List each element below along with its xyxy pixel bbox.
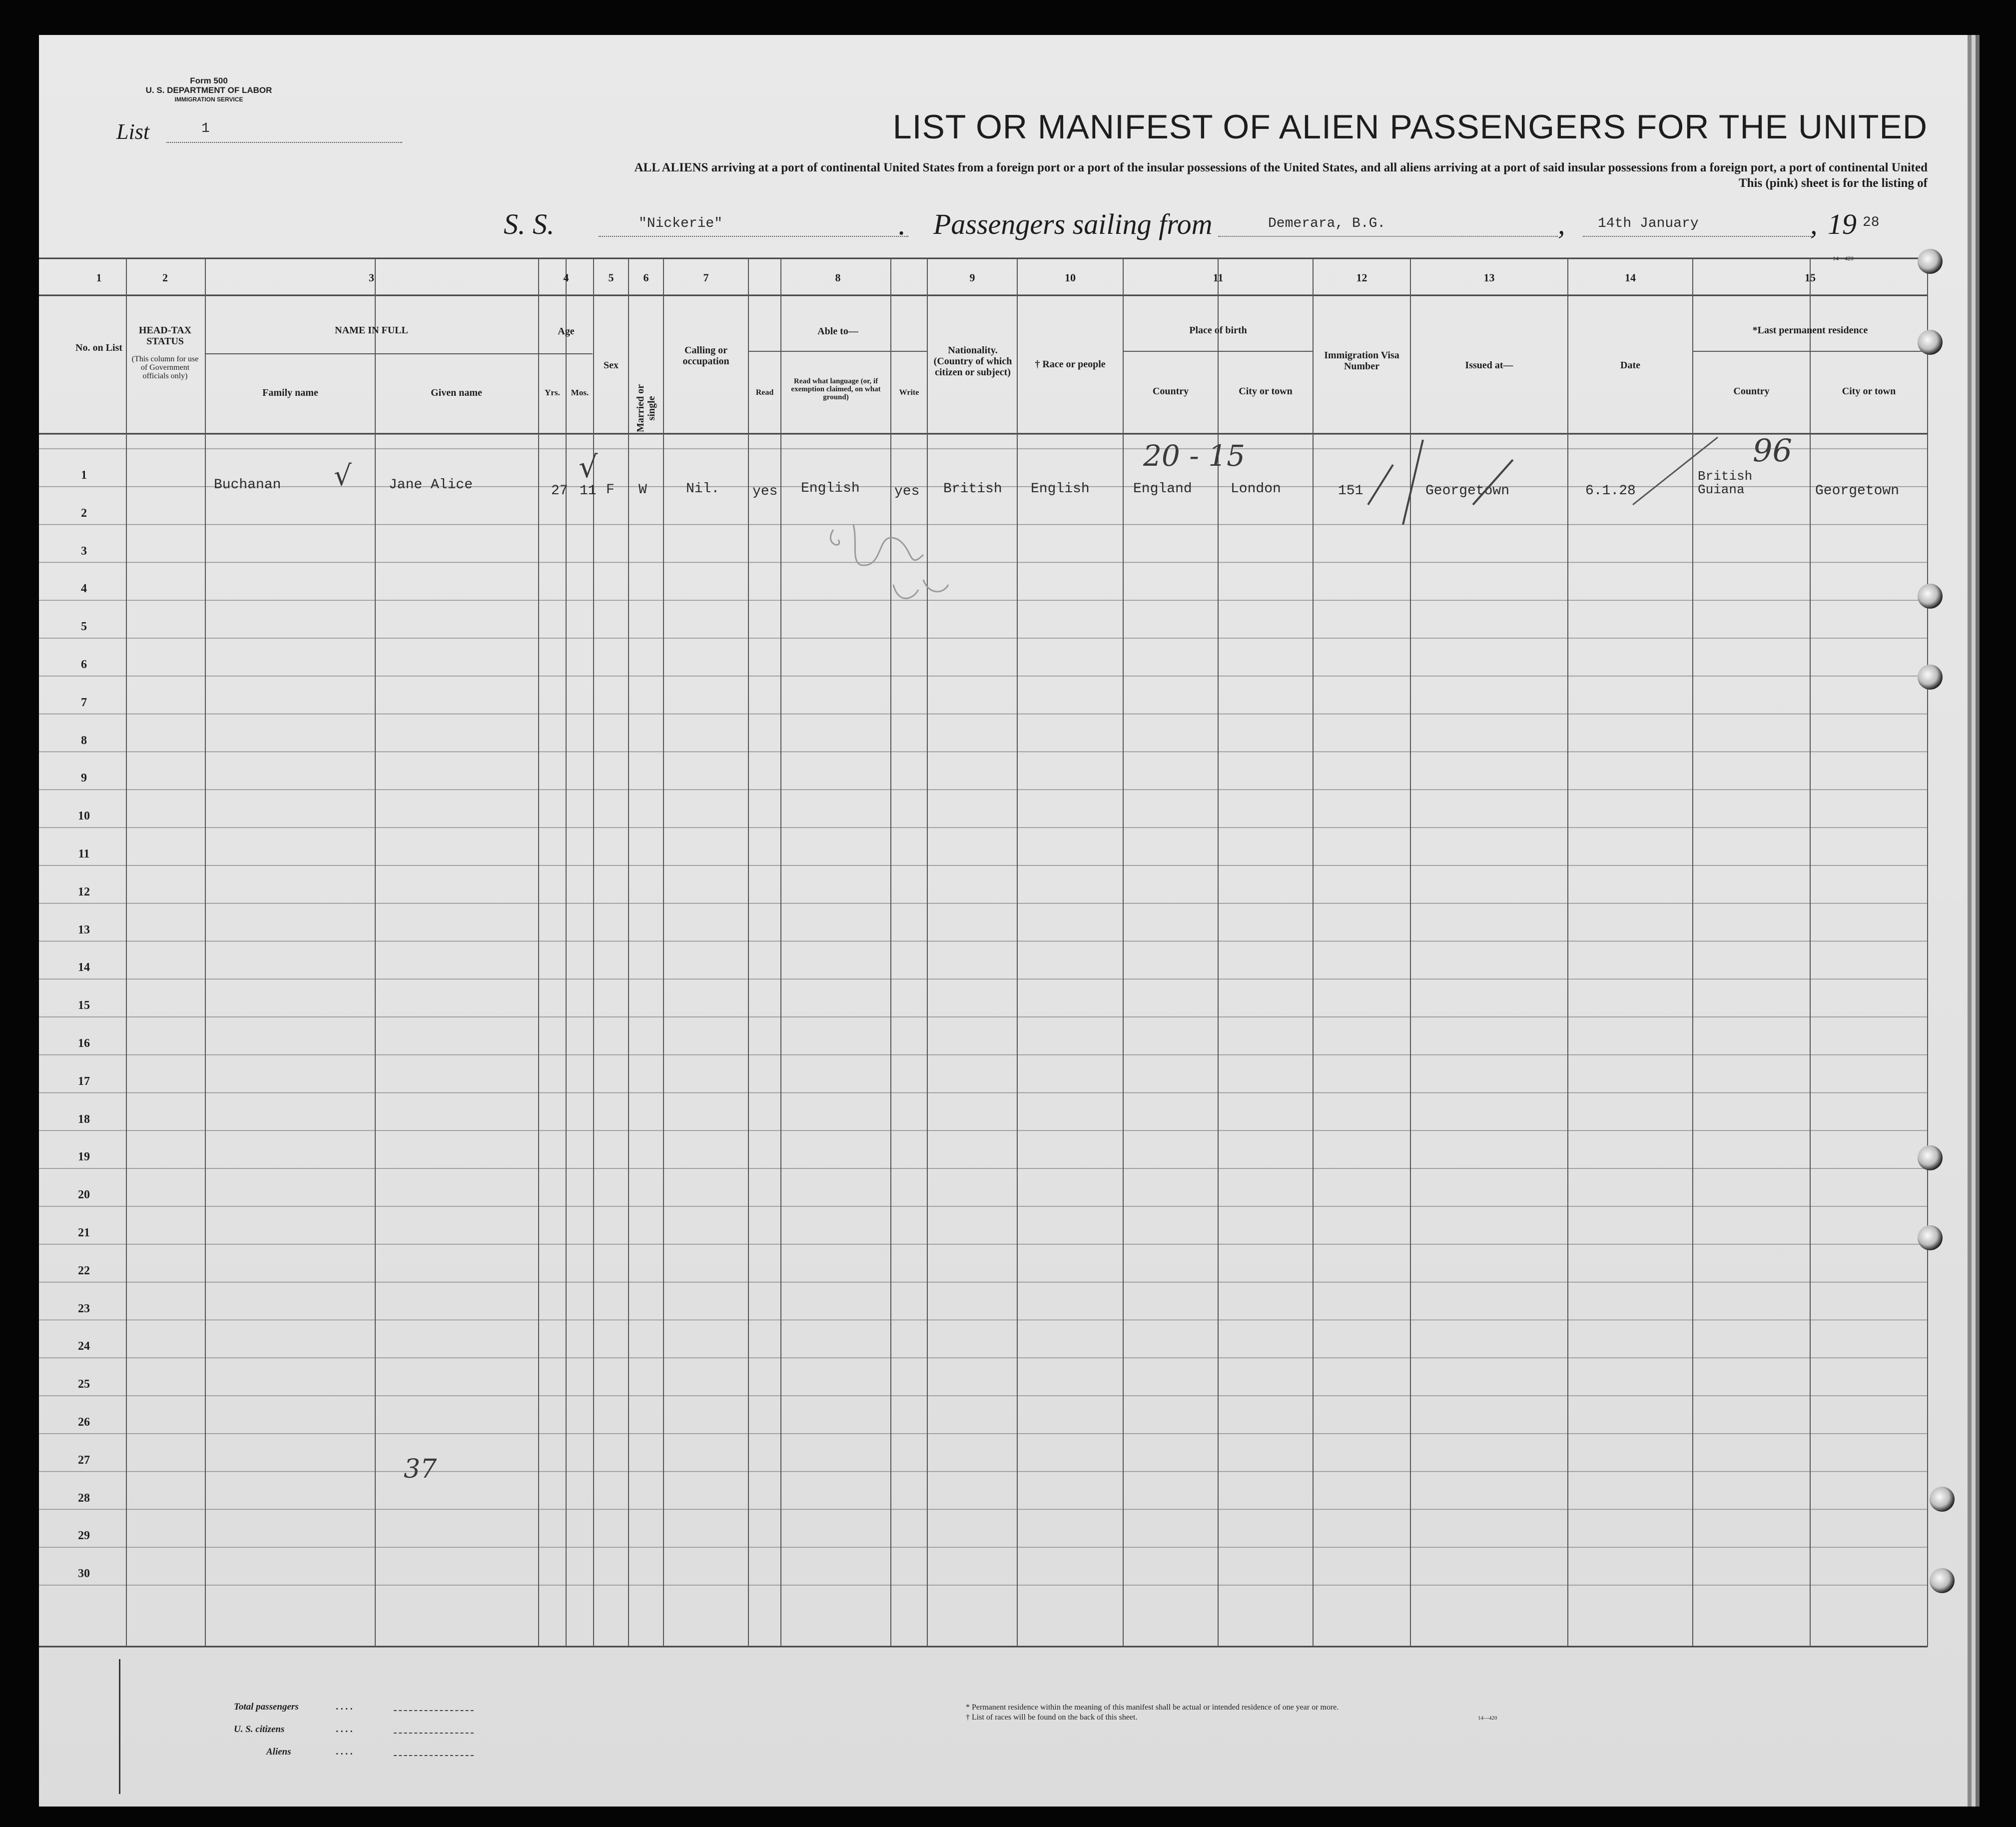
colnum-4: 4: [563, 271, 569, 284]
handwritten-date-stroke: [1628, 430, 1728, 520]
total-passengers-field: [394, 1710, 474, 1711]
colnum-3: 3: [369, 271, 374, 284]
row-number: 22: [78, 1264, 90, 1277]
list-label: List: [116, 119, 150, 144]
row-number: 18: [78, 1112, 90, 1126]
us-citizens-field: [394, 1733, 474, 1734]
row-number: 3: [81, 544, 87, 558]
row-number: 27: [78, 1453, 90, 1467]
handwritten-birth-code: 20 - 15: [1143, 439, 1246, 473]
note-permanent-residence: * Permanent residence within the meaning of this manifest shall be actual or intended residence of one year or more.: [966, 1703, 1339, 1712]
checkmark-icon: √: [334, 460, 352, 492]
binder-hole-icon: [1918, 249, 1943, 274]
row-number: 4: [81, 582, 87, 596]
row-number: 6: [81, 658, 87, 671]
totals-dots-3: . . . .: [336, 1747, 353, 1757]
manifest-sheet: Form 500 U. S. DEPARTMENT OF LABOR IMMIGRATION SERVICE List 1 LIST OR MANIFEST OF ALIEN PASSENGERS FOR THE UNITED ALL ALIENS arriving at a port of continental United States from a foreign port or a port of the insular possessions of the United States, and all aliens arriving at a port of said insular possessions from a foreign port, a port of continental United This (pink) sheet is for the listing of S. S. "Nickerie" . Passengers sailing from Demerara, B.G. , 14th January , 19 28 14—420 1 2 3 4 5 6 7 8 9 10 11 12 13 14 15 No. on List HEAD-TAX STATUS (This column for use of Government officials only) NAME IN FULL Family name Given name Age Yrs. Mos. Sex Married or single Calling or occupation Able to— Read Read what language (or, if exemption claimed, on what ground) Write Nationality. (Country of which citizen or subject) † Race or people Place of birth Country City or town Immigration Visa Number Issued at— Date *Last permanent residence Country City or town 1 2 3 4 5 6 7 8 9 10 11 12 13 14 15 16 17 18 19 20 21 22 23 24 25 26 27 28 29 30 Buchanan √ Jane Alice 27 11 √ F W Nil. yes English yes British English England London 151 Georgetown 6.1.28 British Guiana Georgetown 20 - 15 96 37 6 Total passengers . . . . U. S. citizens . . . . Aliens . . . . * Permanent residence within the meaning of this manifest shall be actual or intended residence of one year or more. † List of races will be found on the back of this sheet. 14—420: [39, 35, 1968, 1807]
note-races: † List of races will be found on the back of this sheet.: [966, 1713, 1138, 1722]
header-res-country: Country: [1733, 386, 1770, 397]
margin-mark: [119, 1659, 120, 1794]
binder-hole-icon: [1930, 1487, 1955, 1512]
form-number: Form 500: [190, 76, 228, 85]
issued-at: Georgetown: [1425, 483, 1510, 499]
colnum-13: 13: [1483, 271, 1495, 284]
colnum-15: 15: [1805, 271, 1816, 284]
header-head-tax: HEAD-TAX STATUS: [138, 325, 192, 347]
row-number: 12: [78, 885, 90, 899]
can-read: yes: [752, 484, 778, 499]
totals-dots-1: . . . .: [336, 1702, 353, 1712]
header-read: Read: [755, 388, 774, 397]
row-number: 30: [78, 1567, 90, 1581]
row-number: 17: [78, 1074, 90, 1088]
colnum-7: 7: [703, 271, 709, 284]
header-mos: Mos.: [571, 388, 589, 397]
row-number: 7: [81, 696, 87, 709]
department-name: U. S. DEPARTMENT OF LABOR: [145, 85, 272, 95]
handwritten-strokes: [1358, 430, 1518, 540]
header-able-to: Able to—: [817, 326, 858, 337]
age-check-icon: √: [579, 450, 598, 485]
intro-line-1: ALL ALIENS arriving at a port of continental United States from a foreign port or a port of the insular possessions of the United States, and all aliens arriving at a port of said insular possessions from a foreign port, a port of continental United: [634, 161, 1928, 174]
row-number: 8: [81, 734, 87, 747]
aliens-field: [394, 1755, 474, 1756]
row-number: 29: [78, 1529, 90, 1543]
row-number: 28: [78, 1491, 90, 1505]
row-number: 2: [81, 506, 87, 520]
row-number: 1: [81, 469, 87, 482]
can-write: yes: [894, 484, 920, 499]
binder-hole-icon: [1918, 1225, 1943, 1250]
residence-city: Georgetown: [1815, 483, 1900, 499]
colnum-8: 8: [835, 271, 841, 284]
row-number: 23: [78, 1302, 90, 1315]
header-date: Date: [1620, 360, 1640, 371]
form-grid: [39, 35, 1968, 1807]
port-name: Demerara, B.G.: [1268, 216, 1386, 231]
sailing-label: Passengers sailing from: [933, 208, 1213, 240]
intro-line-2: This (pink) sheet is for the listing of: [1738, 176, 1928, 190]
colnum-6: 6: [643, 271, 649, 284]
totals-dots-2: . . . .: [336, 1724, 353, 1735]
colnum-5: 5: [608, 271, 614, 284]
header-write: Write: [899, 388, 919, 397]
handwritten-residence-code: 96: [1753, 432, 1792, 469]
marital-status: W: [639, 482, 647, 498]
row-number: 13: [78, 923, 90, 936]
service-name: IMMIGRATION SERVICE: [174, 96, 243, 103]
header-married: Married or single: [635, 384, 657, 433]
header-family-name: Family name: [262, 387, 318, 398]
page-title: LIST OR MANIFEST OF ALIEN PASSENGERS FOR THE UNITED: [892, 108, 1928, 146]
handwritten-margin-6: 6: [39, 1774, 53, 1800]
header-birth-country: Country: [1152, 386, 1189, 397]
header-calling: Calling or occupation: [682, 345, 729, 367]
given-name: Jane Alice: [389, 477, 473, 493]
form-code-top: 14—420: [1833, 255, 1854, 262]
row-number: 25: [78, 1378, 90, 1391]
residence-country-line2: Guiana: [1698, 482, 1745, 497]
row-number: 20: [78, 1188, 90, 1202]
colnum-1: 1: [96, 271, 102, 284]
form-code-bottom: 14—420: [1478, 1715, 1497, 1721]
nationality: British: [943, 481, 1002, 497]
header-birth-city: City or town: [1239, 386, 1293, 397]
header-yrs: Yrs.: [545, 388, 560, 397]
binder-hole-icon: [1918, 1145, 1943, 1170]
row-number: 15: [78, 999, 90, 1012]
read-language: English: [801, 481, 860, 496]
ss-label: S. S.: [504, 208, 555, 240]
year-suffix: 28: [1863, 215, 1880, 230]
occupation: Nil.: [686, 481, 720, 497]
us-citizens-label: U. S. citizens: [234, 1724, 285, 1735]
header-name-in-full: NAME IN FULL: [335, 325, 408, 336]
row-number: 26: [78, 1416, 90, 1429]
colnum-10: 10: [1065, 271, 1076, 284]
binder-hole-icon: [1930, 1568, 1955, 1593]
age-months: 11: [580, 483, 597, 499]
colnum-9: 9: [969, 271, 975, 284]
visa-number: 151: [1338, 483, 1363, 499]
list-value: 1: [201, 121, 210, 136]
header-nationality: Nationality. (Country of which citizen or subject): [933, 345, 1012, 378]
row-number: 21: [78, 1226, 90, 1239]
header-place-of-birth: Place of birth: [1189, 325, 1247, 336]
header-given-name: Given name: [431, 387, 482, 398]
birth-city: London: [1231, 481, 1281, 497]
row-number: 19: [78, 1150, 90, 1164]
binder-hole-icon: [1918, 330, 1943, 355]
colnum-2: 2: [162, 271, 168, 284]
ship-name: "Nickerie": [639, 216, 723, 231]
header-race: † Race or people: [1035, 359, 1106, 370]
header-issued-at: Issued at—: [1465, 360, 1513, 371]
total-passengers-label: Total passengers: [234, 1702, 299, 1712]
sailing-date: 14th January: [1598, 216, 1699, 231]
header-sex: Sex: [604, 360, 619, 371]
header-last-residence: *Last permanent residence: [1752, 325, 1868, 336]
colnum-11: 11: [1213, 271, 1224, 284]
row-number: 14: [78, 961, 90, 974]
family-name: Buchanan: [214, 477, 281, 493]
visa-date: 6.1.28: [1585, 483, 1636, 499]
colnum-12: 12: [1356, 271, 1367, 284]
header-no-on-list: No. on List: [75, 342, 122, 353]
year-prefix: 19: [1828, 208, 1857, 240]
row-number: 5: [81, 620, 87, 634]
sex: F: [606, 482, 615, 498]
birth-country: England: [1133, 481, 1192, 497]
colnum-14: 14: [1625, 271, 1636, 284]
row-number: 9: [81, 772, 87, 785]
race: English: [1031, 481, 1090, 497]
row-number: 11: [78, 848, 90, 861]
binder-hole-icon: [1918, 584, 1943, 609]
header-head-tax-note: (This column for use of Government officials only): [131, 355, 199, 380]
residence-country-line1: British: [1698, 469, 1753, 484]
row-number: 10: [78, 810, 90, 823]
header-read-language: Read what language (or, if exemption claimed, on what ground): [791, 377, 881, 401]
header-res-city: City or town: [1842, 386, 1896, 397]
row-number: 24: [78, 1340, 90, 1353]
handwritten-scribble: [813, 510, 963, 625]
row-number: 16: [78, 1037, 90, 1050]
aliens-label: Aliens: [266, 1747, 291, 1757]
header-age: Age: [558, 326, 575, 337]
age-years: 27: [551, 483, 568, 499]
binder-hole-icon: [1918, 665, 1943, 690]
header-visa: Immigration Visa Number: [1324, 350, 1399, 372]
handwritten-37: 37: [404, 1454, 437, 1484]
